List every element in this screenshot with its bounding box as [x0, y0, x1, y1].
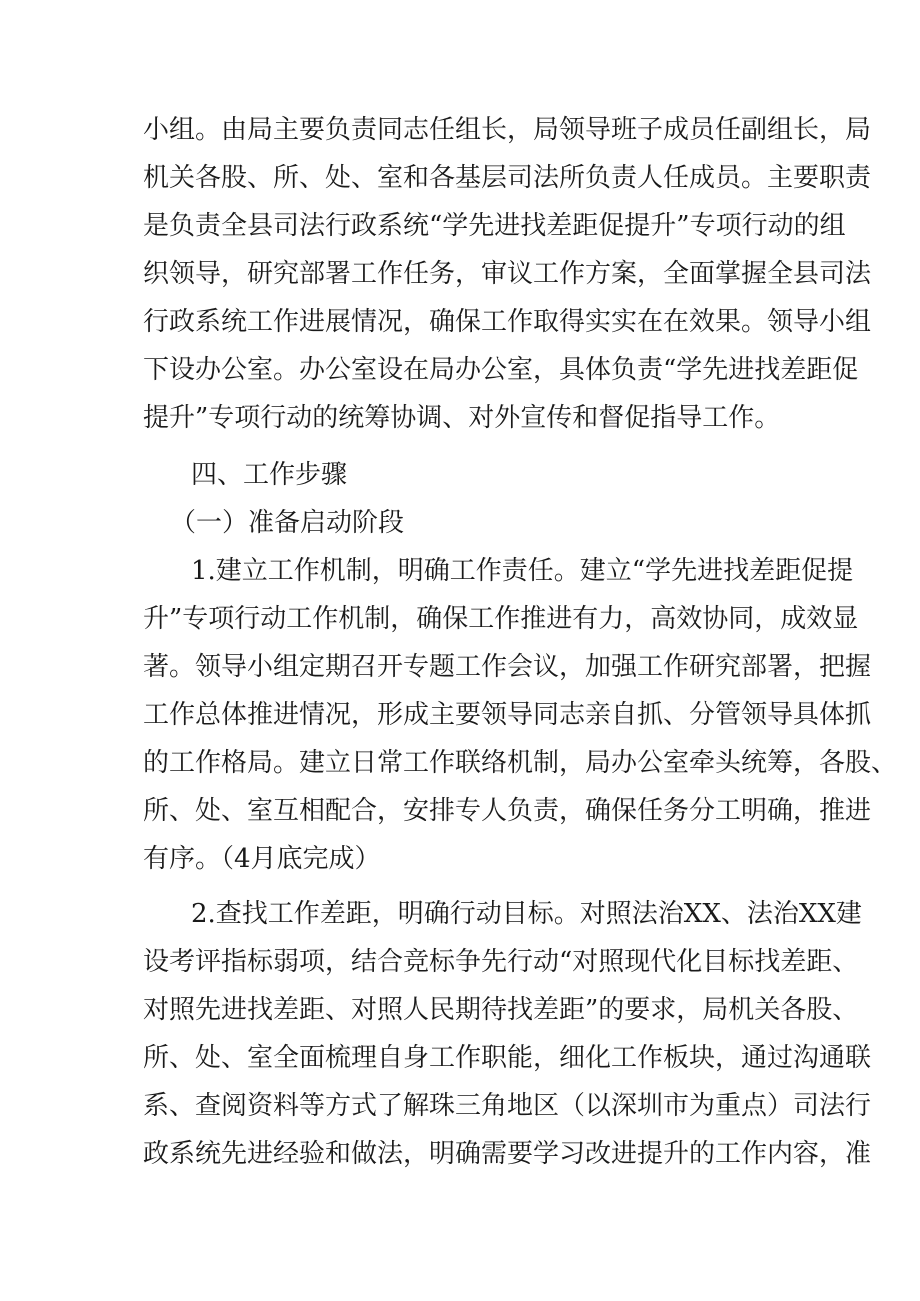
paragraph-line: 工作总体推进情况，形成主要领导同志亲自抓、分管领导具体抓: [143, 700, 872, 730]
paragraph-line: 政系统先进经验和做法，明确需要学习改进提升的工作内容，准: [143, 1139, 872, 1169]
paragraph-line: 的工作格局。建立日常工作联络机制，局办公室牵头统筹，各股、: [143, 748, 898, 778]
paragraph-line: 是负责全县司法行政系统“学先进找差距促提升”专项行动的组: [143, 211, 846, 241]
paragraph-line: 对照先进找差距、对照人民期待找差距”的要求，局机关各股、: [143, 995, 859, 1025]
paragraph-line: 小组。由局主要负责同志任组长，局领导班子成员任副组长，局: [143, 115, 872, 145]
section-heading: 四、工作步骤: [191, 460, 348, 490]
paragraph-line: 机关各股、所、处、室和各基层司法所负责人任成员。主要职责: [143, 163, 872, 193]
paragraph-line: 2.查找工作差距，明确行动目标。对照法治XX、法治XX建: [191, 899, 862, 929]
subsection-heading: （一）准备启动阶段: [170, 508, 405, 538]
paragraph-line: 下设办公室。办公室设在局办公室，具体负责“学先进找差距促: [143, 355, 859, 385]
paragraph-line: 织领导，研究部署工作任务，审议工作方案，全面掌握全县司法: [143, 259, 872, 289]
paragraph-line: 1.建立工作机制，明确工作责任。建立“学先进找差距促提: [191, 556, 854, 586]
paragraph-line: 设考评指标弱项，结合竞标争先行动“对照现代化目标找差距、: [143, 947, 859, 977]
paragraph-line: 所、处、室全面梳理自身工作职能，细化工作板块，通过沟通联: [143, 1043, 872, 1073]
paragraph-line: 著。领导小组定期召开专题工作会议，加强工作研究部署，把握: [143, 652, 872, 682]
paragraph-line: 行政系统工作进展情况，确保工作取得实实在在效果。领导小组: [143, 307, 872, 337]
paragraph-line: 提升”专项行动的统筹协调、对外宣传和督促指导工作。: [143, 403, 781, 433]
paragraph-line: 有序。（4月底完成）: [143, 844, 381, 874]
paragraph-line: 所、处、室互相配合，安排专人负责，确保任务分工明确，推进: [143, 796, 872, 826]
paragraph-line: 升”专项行动工作机制，确保工作推进有力，高效协同，成效显: [143, 604, 859, 634]
paragraph-line: 系、查阅资料等方式了解珠三角地区（以深圳市为重点）司法行: [143, 1091, 872, 1121]
